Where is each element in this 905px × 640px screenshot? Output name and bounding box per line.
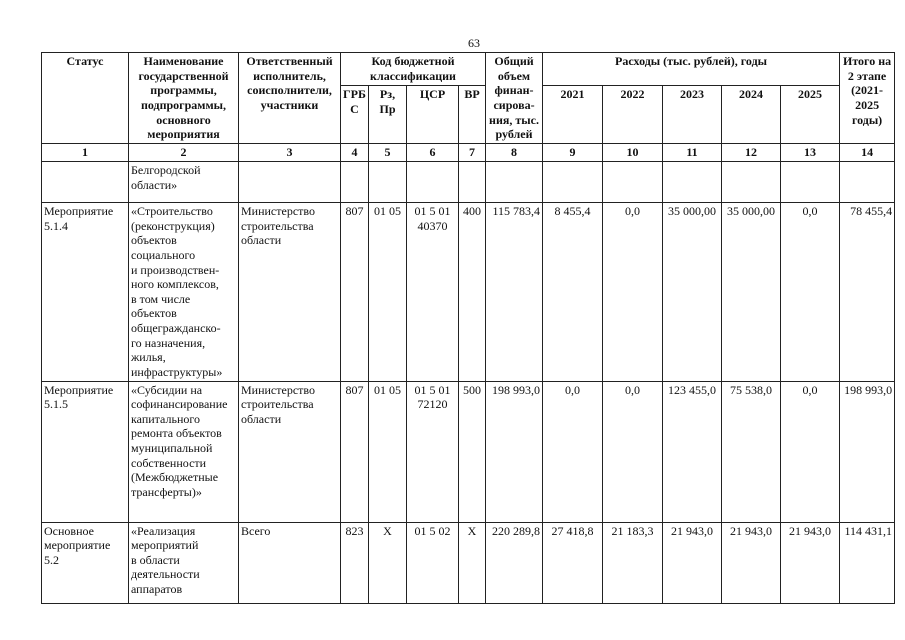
column-number: 2	[129, 144, 239, 162]
cell-stage-total: 114 431,1	[840, 522, 895, 603]
header-stage-total: Итого на 2 этапе (2021-2025 годы)	[840, 53, 895, 144]
header-csr: ЦСР	[407, 86, 459, 144]
cell-2023	[663, 162, 722, 203]
header-name: Наименование государственной программы, подпрограммы, основного мероприятия	[129, 53, 239, 144]
cell-status	[42, 162, 129, 203]
header-year-2024: 2024	[722, 86, 781, 144]
cell-executor	[239, 162, 341, 203]
cell-executor: Министерство строительства области	[239, 381, 341, 522]
column-number: 12	[722, 144, 781, 162]
cell-2024: 75 538,0	[722, 381, 781, 522]
cell-rz-pr: Х	[369, 522, 407, 603]
column-number: 1	[42, 144, 129, 162]
table-row	[42, 162, 895, 203]
header-total-volume: Общий объем финан-сирова-ния, тыс. рублей	[486, 53, 543, 144]
cell-status: Мероприятие 5.1.4	[42, 203, 129, 382]
column-number: 6	[407, 144, 459, 162]
table-row	[42, 522, 895, 603]
cell-2023: 21 943,0	[663, 522, 722, 603]
cell-2021	[543, 162, 603, 203]
cell-2021: 0,0	[543, 381, 603, 522]
cell-rz-pr	[369, 162, 407, 203]
budget-table	[41, 52, 895, 604]
column-number: 5	[369, 144, 407, 162]
header-year-2022: 2022	[603, 86, 663, 144]
column-number: 8	[486, 144, 543, 162]
cell-2024: 21 943,0	[722, 522, 781, 603]
cell-2025: 0,0	[781, 381, 840, 522]
cell-name: «Реализация мероприятий в области деятельности аппаратов	[129, 522, 239, 603]
cell-total	[486, 162, 543, 203]
cell-name: «Субсидии на софинансирование капитального ремонта объектов муниципальной собственности (Межбюджетные трансферты)»	[129, 381, 239, 522]
cell-2024	[722, 162, 781, 203]
cell-csr: 01 5 01 40370	[407, 203, 459, 382]
cell-2023: 35 000,00	[663, 203, 722, 382]
cell-vr: 400	[459, 203, 486, 382]
cell-csr: 01 5 01 72120	[407, 381, 459, 522]
cell-status: Основное мероприятие 5.2	[42, 522, 129, 603]
column-number: 7	[459, 144, 486, 162]
cell-grbs: 823	[341, 522, 369, 603]
column-number: 14	[840, 144, 895, 162]
cell-2021: 27 418,8	[543, 522, 603, 603]
column-number: 9	[543, 144, 603, 162]
cell-2024: 35 000,00	[722, 203, 781, 382]
cell-vr: Х	[459, 522, 486, 603]
cell-total: 198 993,0	[486, 381, 543, 522]
cell-total: 115 783,4	[486, 203, 543, 382]
cell-name: «Строительство (реконструкция) объектов социального и производствен- ного комплексов, в том числе объектов общегражданско- го назначения, жилья, инфраструктуры»	[129, 203, 239, 382]
table-row	[42, 381, 895, 522]
cell-2025: 0,0	[781, 203, 840, 382]
cell-rz-pr: 01 05	[369, 381, 407, 522]
header-rz-pr: Рз, Пр	[369, 86, 407, 144]
header-executor: Ответственный исполнитель, соисполнители, участники	[239, 53, 341, 144]
cell-2022: 0,0	[603, 381, 663, 522]
cell-2022: 21 183,3	[603, 522, 663, 603]
column-number: 3	[239, 144, 341, 162]
cell-grbs: 807	[341, 203, 369, 382]
header-budget-code: Код бюджетной классификации	[341, 53, 486, 86]
column-number: 10	[603, 144, 663, 162]
cell-grbs: 807	[341, 381, 369, 522]
cell-2022	[603, 162, 663, 203]
header-status: Статус	[42, 53, 129, 144]
cell-2022: 0,0	[603, 203, 663, 382]
cell-2025: 21 943,0	[781, 522, 840, 603]
column-number: 13	[781, 144, 840, 162]
cell-status: Мероприятие 5.1.5	[42, 381, 129, 522]
cell-executor: Всего	[239, 522, 341, 603]
cell-stage-total	[840, 162, 895, 203]
cell-rz-pr: 01 05	[369, 203, 407, 382]
cell-vr	[459, 162, 486, 203]
header-year-2023: 2023	[663, 86, 722, 144]
cell-vr: 500	[459, 381, 486, 522]
cell-stage-total: 78 455,4	[840, 203, 895, 382]
header-vr: ВР	[459, 86, 486, 144]
page-number: 63	[468, 36, 480, 50]
cell-grbs	[341, 162, 369, 203]
cell-2023: 123 455,0	[663, 381, 722, 522]
header-year-2025: 2025	[781, 86, 840, 144]
table-row	[42, 203, 895, 382]
header-expenses: Расходы (тыс. рублей), годы	[543, 53, 840, 86]
header-grbs: ГРБ С	[341, 86, 369, 144]
cell-csr	[407, 162, 459, 203]
cell-2021: 8 455,4	[543, 203, 603, 382]
cell-2025	[781, 162, 840, 203]
cell-executor: Министерство строительства области	[239, 203, 341, 382]
header-year-2021: 2021	[543, 86, 603, 144]
cell-total: 220 289,8	[486, 522, 543, 603]
cell-name: Белгородской области»	[129, 162, 239, 203]
column-number: 4	[341, 144, 369, 162]
cell-stage-total: 198 993,0	[840, 381, 895, 522]
column-number: 11	[663, 144, 722, 162]
cell-csr: 01 5 02	[407, 522, 459, 603]
